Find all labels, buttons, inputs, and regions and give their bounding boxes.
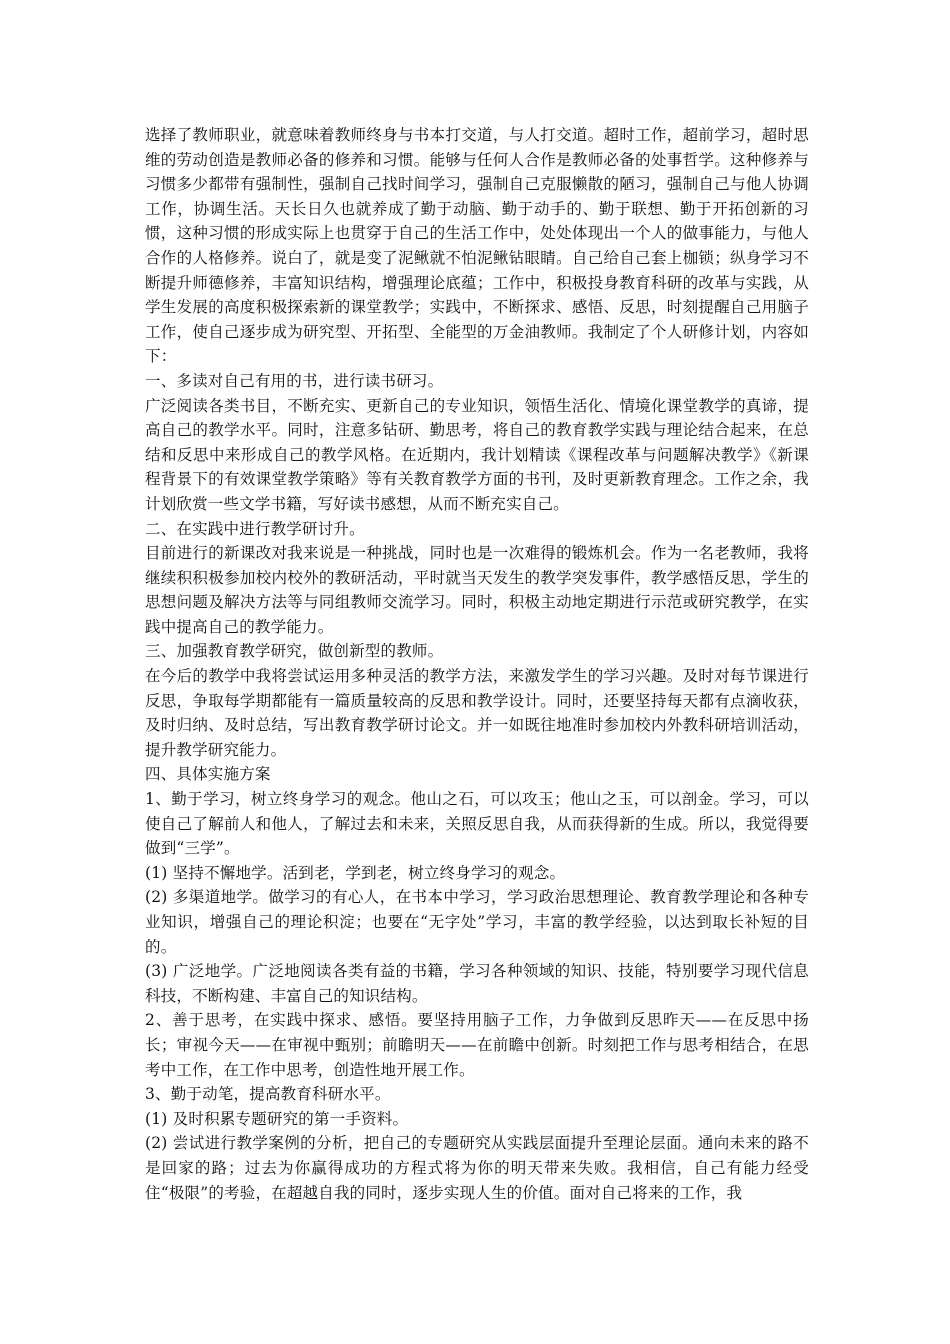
paragraph-item-3-1: (1) 及时积累专题研究的第一手资料。 — [145, 1109, 409, 1128]
paragraph-item-2: 2、善于思考，在实践中探求、感悟。要坚持用脑子工作，力争做到反思昨天——在反思中扬长；审视今天——在审视中甄别；前瞻明天——在前瞻中创新。时刻把工作与思考相结合，在思考中工作，在工作中思考，创造性地开展工作。 — [145, 1011, 809, 1079]
paragraph-section-2: 目前进行的新课改对我来说是一种挑战，同时也是一次难得的锻炼机会。作为一名老教师，我将继续积积极参加校内校外的教研活动，平时就当天发生的教学突发事件，教学感悟反思，学生的思想问题及解决方法等与同组教师交流学习。同时，积极主动地定期进行示范或研究教学，在实践中提高自己的教学能力。 — [145, 544, 809, 636]
heading-section-2: 二、在实践中进行教学研讨升。 — [145, 519, 365, 538]
paragraph-item-3-2: (2) 尝试进行教学案例的分析，把自己的专题研究从实践层面提升至理论层面。通向未来的路不是回家的路；过去为你赢得成功的方程式将为你的明天带来失败。我相信，自己有能力经受住“极限”的考验，在超越自我的同时，逐步实现人生的价值。面对自己将来的工作，我 — [145, 1134, 809, 1202]
heading-section-1: 一、多读对自己有用的书，进行读书研习。 — [145, 371, 444, 390]
paragraph-item-1-1: (1) 坚持不懈地学。活到老，学到老，树立终身学习的观念。 — [145, 863, 566, 882]
paragraph-item-1-3: (3) 广泛地学。广泛地阅读各类有益的书籍，学习各种领域的知识、技能，特别要学习现代信息科技，不断构建、丰富自己的知识结构。 — [145, 962, 809, 1005]
paragraph-item-3: 3、勤于动笔，提高教育科研水平。 — [145, 1085, 391, 1104]
paragraph-section-1: 广泛阅读各类书目，不断充实、更新自己的专业知识，领悟生活化、情境化课堂教学的真谛，提高自己的教学水平。同时，注意多钻研、勤思考，将自己的教育教学实践与理论结合起来，在总结和反思中来形成自己的教学风格。在近期内，我计划精读《课程改革与问题解决教学》《新课程背景下的有效课堂教学策略》等有关教育教学方面的书刊，及时更新教育理念。工作之余，我计划欣赏一些文学书籍，写好读书感想，从而不断充实自己。 — [145, 396, 809, 513]
heading-section-3: 三、加强教育教学研究，做创新型的教师。 — [145, 642, 444, 661]
paragraph-item-1-2: (2) 多渠道地学。做学习的有心人，在书本中学习，学习政治思想理论、教育教学理论和各种专业知识，增强自己的理论积淀；也要在“无字处”学习，丰富的教学经验，以达到取长补短的目的。 — [145, 888, 809, 956]
paragraph-section-3: 在今后的教学中我将尝试运用多种灵活的教学方法，来激发学生的学习兴趣。及时对每节课进行反思，争取每学期都能有一篇质量较高的反思和教学设计。同时，还要坚持每天都有点滴收获，及时归纳、及时总结，写出教育教学研讨论文。并一如既往地准时参加校内外教科研培训活动，提升教学研究能力。 — [145, 667, 809, 759]
paragraph-item-1: 1、勤于学习，树立终身学习的观念。他山之石，可以攻玉；他山之玉，可以剖金。学习，可以使自己了解前人和他人，了解过去和未来，关照反思自我，从而获得新的生成。所以，我觉得要做到“三学”。 — [145, 790, 809, 858]
heading-section-4: 四、具体实施方案 — [145, 765, 271, 784]
document-body — [145, 123, 809, 1205]
paragraph-intro: 选择了教师职业，就意味着教师终身与书本打交道，与人打交道。超时工作，超前学习，超时思维的劳动创造是教师必备的修养和习惯。能够与任何人合作是教师必备的处事哲学。这种修养与习惯多少都带有强制性，强制自己找时间学习，强制自己克服懒散的陋习，强制自己与他人协调工作，协调生活。天长日久也就养成了勤于动脑、勤于动手的、勤于联想、勤于开拓创新的习惯，这种习惯的形成实际上也贯穿于自己的生活工作中，处处体现出一个人的做事能力，与他人合作的人格修养。说白了，就是变了泥鳅就不怕泥鳅钻眼睛。自己给自己套上枷锁；纵身学习不断提升师德修养，丰富知识结构，增强理论底蕴；工作中，积极投身教育科研的改革与实践，从学生发展的高度积极探索新的课堂教学；实践中，不断探求、感悟、反思，时刻提醒自己用脑子工作，使自己逐步成为研究型、开拓型、全能型的万金油教师。我制定了个人研修计划，内容如下： — [145, 126, 809, 366]
